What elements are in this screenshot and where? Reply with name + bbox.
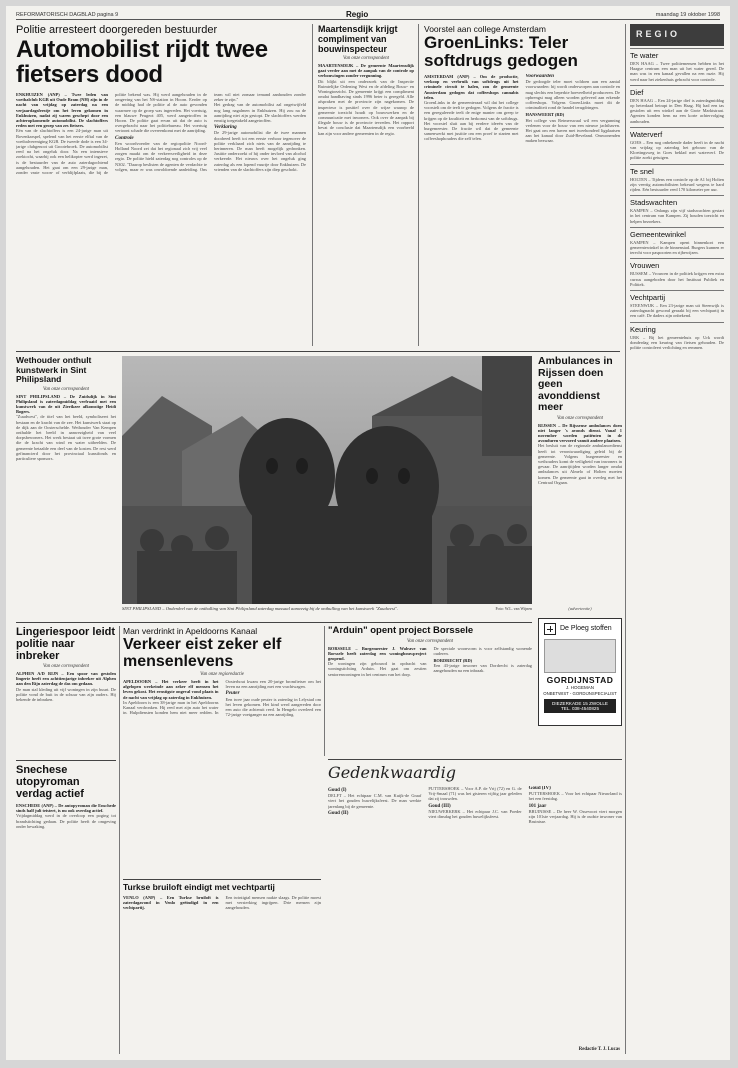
sidebar-item-text: KAMPEN – Onlangs zijn vijf stadswachten gestart in het centrum van Kampen. Zij houden toezicht en helpen bezoekers. — [630, 208, 724, 224]
turkse-story — [123, 883, 321, 1054]
sidebar-item-heading: Te snel — [630, 164, 724, 176]
gedenkwaardig-item-heading: Goud (IV) — [528, 786, 551, 791]
snechese-story — [16, 764, 116, 1054]
maartensdijk-body: Dit blijkt uit een onderzoek van de Inspectie Ruimtelijke Ordening West en de afdeling Bouw- en Woningtoezicht. De gemeente krijgt een compliment omdat handhaving sinds 1996 beter is geregeld. Alle afspraken met de provincie zijn nagekomen. De inspecteur is positief over de wijze waarop de gemeente toezicht houdt op bouwwerken en de communicatie met inwoners. Ook over de aanpak bij illegale bouw is de provincie tevreden. Het rapport bevat de conclusie dat Maartensdijk een voorbeeld kan zijn voor andere gemeenten in de regio. — [318, 78, 414, 136]
bordrecht-head: BORDRECHT (RD) — [433, 657, 473, 663]
main-lead: ENKHUIZEN (ANP) – Twee leden van voetbalclub KGB uit Oude Bram (NH) zijn in de nacht van vrijdag op zaterdag na een verjaardagsfeestje om het leven gekomen in Enkhuizen, nadat zij waren geschept door een achteropkomende automobilist. De slachtoffers reden met een groep van zes fietsers. — [16, 92, 108, 129]
gedenkwaardig-item-text: DELFT – Het echtpaar C.M. van Kuijk-de Graaf viert het gouden huwelijksfeest. De man werkte jarenlang bij de gemeente. — [328, 793, 422, 809]
main-sub2: Verklaring — [214, 124, 237, 131]
sidebar-item — [630, 258, 724, 287]
apeldoorn-byline: Van onze regioredactie — [200, 672, 244, 677]
ploeg-logo-icon — [544, 623, 556, 635]
wethouder-story — [16, 356, 116, 584]
groenlinks-kicker: Voorstel aan college Amsterdam — [424, 24, 546, 34]
ad-brand: GORDIJNSTAD — [546, 675, 614, 685]
photo-caption-block — [122, 606, 532, 618]
apeldoorn-sub: Peuter — [225, 690, 240, 697]
news-photo — [122, 356, 532, 604]
gedenkwaardig-item-heading: 101 jaar — [528, 803, 547, 809]
main-kicker: Politie arresteert doorgereden bestuurder — [16, 24, 218, 36]
arduin-story — [328, 626, 532, 756]
ambulances-headline: Ambulances in Rijssen doen geen avonddienst meer — [538, 356, 613, 413]
ambulances-lead: RIJSSEN – De Rijssense ambulances doen niet langer 's avonds dienst. Vanaf 1 november worden patiënten in de avonduren vervoerd vanuit andere plaatsen. — [538, 422, 622, 444]
main-headline: Automobilist rijdt twee fietsers dood — [16, 36, 268, 88]
ambulances-body: Het besluit van de regionale ambulancedienst heeft tot verontwaardiging geleid bij de gemeente. Volgens burgemeester en wethouders komt de veiligheid van inwoners in gevaar. De aanrijtijden worden langer omdat ambulances uit Almelo of Holten moeten komen. De gemeente gaat in overleg met het Centraal Orgaan. — [538, 443, 622, 485]
snechese-lead: ENSCHEDE (ANP) – De autopyroman die Enschede sinds half juli teistert, is nu ook overdag actief. — [16, 803, 116, 814]
wethouder-headline: Wethouder onthult kunstwerk in Sint Philipsland — [16, 356, 92, 384]
groenlinks-lead: AMSTERDAM (ANP) – Om de productie, verkoop en verbruik van softdrugs uit het criminele circuit te halen, zou de gemeente Amsterdam gedogen dat coffeeshops cannabis telen. — [424, 74, 519, 100]
photo-caption: SINT PHILIPSLAND – Onderdeel van de onthulling van Sint Philipsland zaterdag massaal aanwezig bij de onthulling van het kunstwerk "Zuudwest". — [122, 606, 398, 611]
sidebar-item — [630, 195, 724, 224]
gedenkwaardig-item-text: PUTTERSHOEK – Voor A.P. de Vrij (72) en G. de Vrij-Smaal (71) was het gisteren vijftig jaar geleden dat zij trouwden. — [428, 786, 522, 802]
masthead-date: maandag 19 oktober 1998 — [655, 12, 720, 18]
lingerie-lead: ALPHEN A/D RIJN – Een spoor van gestolen lingerie heeft een achttienjarige inbreker uit Alphen aan den Rijn zaterdag de das om gedaan. — [16, 671, 116, 687]
sidebar-item-heading: Dief — [630, 85, 724, 97]
bordrecht-body: Een 43-jarige inwoner van Dordrecht is zaterdag aangehouden na een inbraak. — [433, 663, 532, 674]
masthead-section: Regio — [346, 10, 369, 19]
ad-owner: J. HOGEMAN — [565, 685, 594, 690]
ad-phone: TEL. 038-4540825 — [560, 706, 600, 711]
sidebar-item — [630, 127, 724, 161]
gedenkwaardig-item-text: NIEUWERKERK – Het echtpaar J.C. van Poeder viert dinsdag het gouden huwelijksfeest. — [428, 808, 522, 820]
groenlinks-story — [424, 24, 620, 346]
gedenkwaardig-item-heading: Goud (II) — [328, 810, 349, 816]
arduin-headline: "Arduin" opent project Borssele — [328, 626, 474, 636]
maartensdijk-story — [318, 24, 414, 346]
main-body-p3: Het gedrag van de automobilist zal ongetwijfeld nog lang nagalmen in Enkhuizen. Hij zou na de aanrijding niet zijn gestopt. De slachtoffers werden ernstig toegetakeld aangetroffen. — [214, 102, 306, 124]
groenlinks-body2: De gedoogde teler moet voldoen aan een aantal voorwaarden: hij wordt onderworpen aan controle en mag slechts een beperkte hoeveelheid produceren. De opbrengst mag alleen worden geleverd aan erkende coffeeshops. Volgens GroenLinks moet dit de criminaliteit rond de handel terugdringen. — [525, 79, 620, 111]
gedenkwaardig-item-text: PUTTERSHOEK – Voor het echtpaar Nieuwland is het een feestdag. — [528, 791, 622, 802]
sidebar-item-text: URK – Bij het gemeentehuis op Urk wordt donderdag een keuring van fietsen gehouden. De politie controleert verlichting en remmen. — [630, 334, 724, 351]
main-body — [16, 92, 306, 354]
maartensdijk-headline: Maartensdijk krijgt compliment van bouwinspecteur — [318, 24, 398, 54]
sidebar-item — [630, 322, 724, 351]
sidebar-item — [630, 85, 724, 124]
arduin-lead: BORSSELE – Burgemeester J. Walrave van Borssele heeft zaterdag een woningbouwproject geopend. — [328, 645, 427, 661]
apeldoorn-kicker: Man verdrinkt in Apeldoorns Kanaal — [123, 626, 258, 636]
lingerie-body: De man stal kleding uit vijf woningen in zijn buurt. De politie vond de buit in de schuur van zijn ouders. Hij bekende de inbraken. — [16, 686, 116, 703]
snechese-body: Vrijdagmiddag werd in de overloop een poging tot brandstichting gedaan. De politie heeft de omgeving onder bewaking. — [16, 813, 116, 829]
gedenkwaardig-item-heading: Goud (III) — [428, 803, 451, 809]
advertisement[interactable] — [538, 618, 622, 726]
sidebar-item — [630, 290, 724, 319]
sidebar-item-heading: Te water — [630, 48, 724, 60]
ad-top: De Ploeg stoffen — [560, 625, 612, 633]
ad-tagline: ONBETWIST - GORDIJNSPECIALIST — [543, 691, 617, 696]
sidebar-item-text: DEN HAAG – Een 24-jarige dief is zaterdagmiddag op heterdaad betrapt in Den Haag. Hij had een tas gestolen uit een winkel aan de Grote Marktstraat. Agenten konden hem na een korte achtervolging aanhouden. — [630, 97, 724, 124]
lingerie-byline: Van onze correspondent — [43, 664, 89, 669]
apeldoorn-body: In Apeldoorn is een 38-jarige man in het Apeldoorns Kanaal verdronken. Hij reed met zijn auto het water in. Hulpdiensten konden hem niet meer redden. In Oosterhout kwam een 20-jarige bromfietser om het leven na een aanrijding met een vrachtwagen. — [123, 679, 321, 716]
lingerie-story — [16, 626, 116, 756]
hansweert-head: HANSWEERT (RD) — [525, 112, 565, 118]
newspaper-page — [6, 6, 730, 1060]
sidebar-item — [630, 227, 724, 256]
apeldoorn-lead: APELDOORN – Het verkeer heeft in het afgelopen weekeinde aan zeker elf mensen het leven gekost. Het ernstigste ongeval vond plaats in de nacht van vrijdag op zaterdag in Enkhuizen. — [123, 679, 219, 700]
gedenkwaardig-item-text: BRUINISSE – De heer W. Ossevoort viert morgen zijn 101ste verjaardag. Hij is de oudste inwoner van Bruinisse. — [528, 808, 622, 825]
hansweert-body: Het college van Reimerswaal wil een vergunning verlenen voor de bouw van een nieuwe jachthaven. Het gaat om een haven met tweehonderd ligplaatsen aan het kanaal door Zuid-Beveland. Omwonenden maken bezwaar. — [525, 117, 620, 144]
turkse-body: Een twintigtal mensen raakte slaags. De politie moest met versterking ingrijpen. Drie mensen zijn aangehouden. — [225, 895, 321, 911]
main-sub1: Controle — [115, 134, 134, 141]
sidebar-item-text: STEENWIJK – Een 23-jarige man uit Steenwijk is zaterdagnacht gewond geraakt bij een vechtpartij in een café. De daders zijn onbekend. — [630, 303, 724, 319]
apeldoorn-story — [123, 626, 321, 874]
lingerie-headline: Lingeriespoor leidt politie naar inbreker — [16, 626, 116, 662]
sidebar-item-heading: Gemeentewinkel — [630, 227, 724, 239]
photo-credit: Foto: W.L. van Wijnen — [495, 606, 532, 611]
sidebar-item — [630, 48, 724, 82]
groenlinks-headline: GroenLinks: Teler softdrugs gedogen — [424, 33, 578, 70]
ambulances-story — [538, 356, 622, 606]
sidebar-item-heading: Keuring — [630, 322, 724, 334]
snechese-headline: Snechese utopyroman verdag actief — [16, 764, 84, 800]
gedenkwaardig-item-heading: Goud (I) — [328, 788, 347, 793]
sidebar-item-text: BUSSEM – Vrouwen in de politiek krijgen een extra cursus aangeboden door het Instituut Publiek en Politiek. — [630, 271, 724, 287]
arduin-body2: De speciale woonvorm is voor zelfstandig wonende ouderen. — [433, 645, 532, 656]
gedenkwaardig-credit: Redactie T. J. Lucas — [578, 1047, 620, 1052]
masthead-paper: REFORMATORISCH DAGBLAD pagina 9 — [16, 12, 119, 18]
groenlinks-body: GroenLinks in de gemeenteraad wil dat het college voorstelt om de teelt te gedogen. Volgens de fractie is een gereguleerde teelt de enige manier om greep te krijgen op de kwaliteit en herkomst van de softdrugs. Het voorstel sluit aan bij eerdere ideeën van de burgemeester. De fractie wil dat de gemeente samenwerkt met justitie om een proef te starten met coffeeshophouders die zelf telen. — [424, 100, 519, 142]
ambulances-byline: Van onze correspondent — [557, 415, 603, 421]
photo-image — [122, 356, 532, 604]
wethouder-byline: Van onze correspondent — [43, 386, 89, 392]
ad-image — [544, 639, 616, 673]
ad-address: DIEZERKADE 15 ZWOLLE — [552, 701, 608, 706]
sidebar-item-heading: Waterverf — [630, 127, 724, 139]
arduin-byline: Van onze correspondent — [407, 638, 453, 644]
sidebar-item-heading: Vrouwen — [630, 258, 724, 270]
sidebar-list — [630, 48, 724, 350]
arduin-body: De woningen zijn gebouwd in opdracht van woningstichting Arduin. Het gaat om zestien seniorenwoningen in het centrum van het dorp. — [328, 661, 427, 677]
sidebar-title: REGIO — [630, 24, 724, 46]
groenlinks-sub: Voorwaarden — [525, 74, 555, 79]
wethouder-body: "Zuudwest", de titel van het beeld, symboliseert het bestaan en de kracht van de zee. Het kunstwerk staat op de dijk aan de Oosterschelde. Wethouder Van Kempen onthulde het beeld in aanwezigheid van veel dorpsbewoners. Het werk bestaat uit twee grote vormen die de kracht van wind en water uitbeelden. De gemeente betaalde een deel van de kosten. De rest werd gefinancierd door het provinciaal kunstfonds en particuliere sponsors. — [16, 414, 116, 461]
wethouder-lead: SINT PHILIPSLAND – De Zuidsdijk in Sint Philipsland is zaterdagmiddag verfraaid met een kunstwerk van de uit Zierikzee afkomstige Heidi Bogers. — [16, 393, 116, 415]
maartensdijk-byline: Van onze correspondent — [343, 56, 389, 61]
sidebar-item — [630, 164, 724, 193]
turkse-lead: VENLO (ANP) – Een Turkse bruiloft is zaterdagavond in Venlo geëindigd in een vechtpartij. — [123, 895, 219, 911]
masthead — [16, 10, 720, 20]
gedenkwaardig-title: Gedenkwaardig — [328, 763, 456, 782]
apeldoorn-headline: Verkeer eist zeker elf mensenlevens — [123, 636, 282, 670]
sidebar-item-text: GOES – Een nog onbekende dader heeft in de nacht van vrijdag op zaterdag het gebouw van de Kloetingsweg in Goes beklad met waterverf. De politie zoekt getuigen. — [630, 139, 724, 161]
maartensdijk-lead: MAARTENSDIJK – De gemeente Maartensdijk gaat verder aan met de aanpak van de controle op verbouwingen zonder vergunning. — [318, 63, 414, 79]
ad-label: (advertentie) — [568, 606, 592, 611]
main-story — [16, 24, 306, 354]
gedenkwaardig-section — [328, 763, 622, 1054]
sidebar-item-heading: Vechtpartij — [630, 290, 724, 302]
main-body-p4: De 29-jarige automobilist die de twee mannen doodreed heeft tot een eerste verhoor tegenover de politie verklaard zich niets van de aanrijding te herinneren. De man heeft mogelijk gedronken. Justitie onderzoekt of hij onder invloed van alcohol verkeerde. Het nieuws over het ongeluk ging zaterdag als een lopend vuurtje door Enkhuizen. De vrienden van de slachtoffers zijn diep geschokt. — [214, 130, 306, 172]
turkse-headline: Turkse bruiloft eindigt met vechtpartij — [123, 883, 275, 892]
main-body-p2: Een woordvoerder van de regiopolitie Noord-Holland Noord zei dat het regionaal zich vrij veel zorgen maakt om de verkeersveiligheid in deze regio. De politie hield zaterdag nog controles op de N302. "Daarop beslisten de agenten de verdachte te volgen, maar er was onvoldoende aanleiding. Ons team wil niet zomaar iemand aanhouden zonder zeker te zijn." — [115, 92, 306, 172]
sidebar — [630, 24, 724, 1054]
sidebar-item-text: HOLTEN – Tijdens een controle op de A1 bij Holten zijn veertig automobilisten bekeurd wegens te hard rijden. Eén bestuurder reed 170 kilometer per uur. — [630, 176, 724, 193]
sidebar-item-text: KAMPEN – Kampen opent binnenkort een gemeentewinkel in de binnenstad. Burgers kunnen er terecht voor paspoorten en rijbewijzen. — [630, 239, 724, 256]
apeldoorn-body2: Een twee jaar oude peuter is zaterdag in Lelystad om het leven gekomen. Het kind werd aangereden door een auto die achteruit reed. In Hengelo overleed een 72-jarige voetganger na een aanrijding. — [225, 696, 321, 718]
sidebar-item-heading: Stadswachten — [630, 195, 724, 207]
gedenkwaardig-list — [328, 786, 622, 1036]
main-body-p1: Eén van de slachtoffers is een 24-jarige man uit Bovenkarspel, spelend van het eerste elftal van de voetbalvereniging KGB. De tweede dode is een 34-jarige clubgenoot uit Grootebroek. De automobilist reed na het ongeluk door. Na een intensieve zoektocht, waarbij ook een helikopter werd ingezet, is de bestuurder van de auto zaterdagochtend aangehouden. Het gaat om een 29-jarige man, zonder vaste woon- of verblijfplaats, die bij de politie bekend was. Hij werd aangehouden in de omgeving van het NS-station in Hoorn. Eerder op de middag had de politie al de auto gevonden waarmee op de groep was ingereden. Het voertuig, een blauwe Peugeot 405, werd aangetroffen in Hoorn. De politie gaat ervan uit dat de auto is overgebracht naar het politiebureau. Het voertuig vertoont schade die overeenkomt met de aanrijding. — [16, 92, 207, 176]
sidebar-item-text: DEN HAAG – Twee politiemensen hebben in het Haagse centrum een man uit het water gered. De man was in een kanaal gevallen na een ruzie. Hij werd naar het ziekenhuis gebracht voor controle. — [630, 61, 724, 82]
